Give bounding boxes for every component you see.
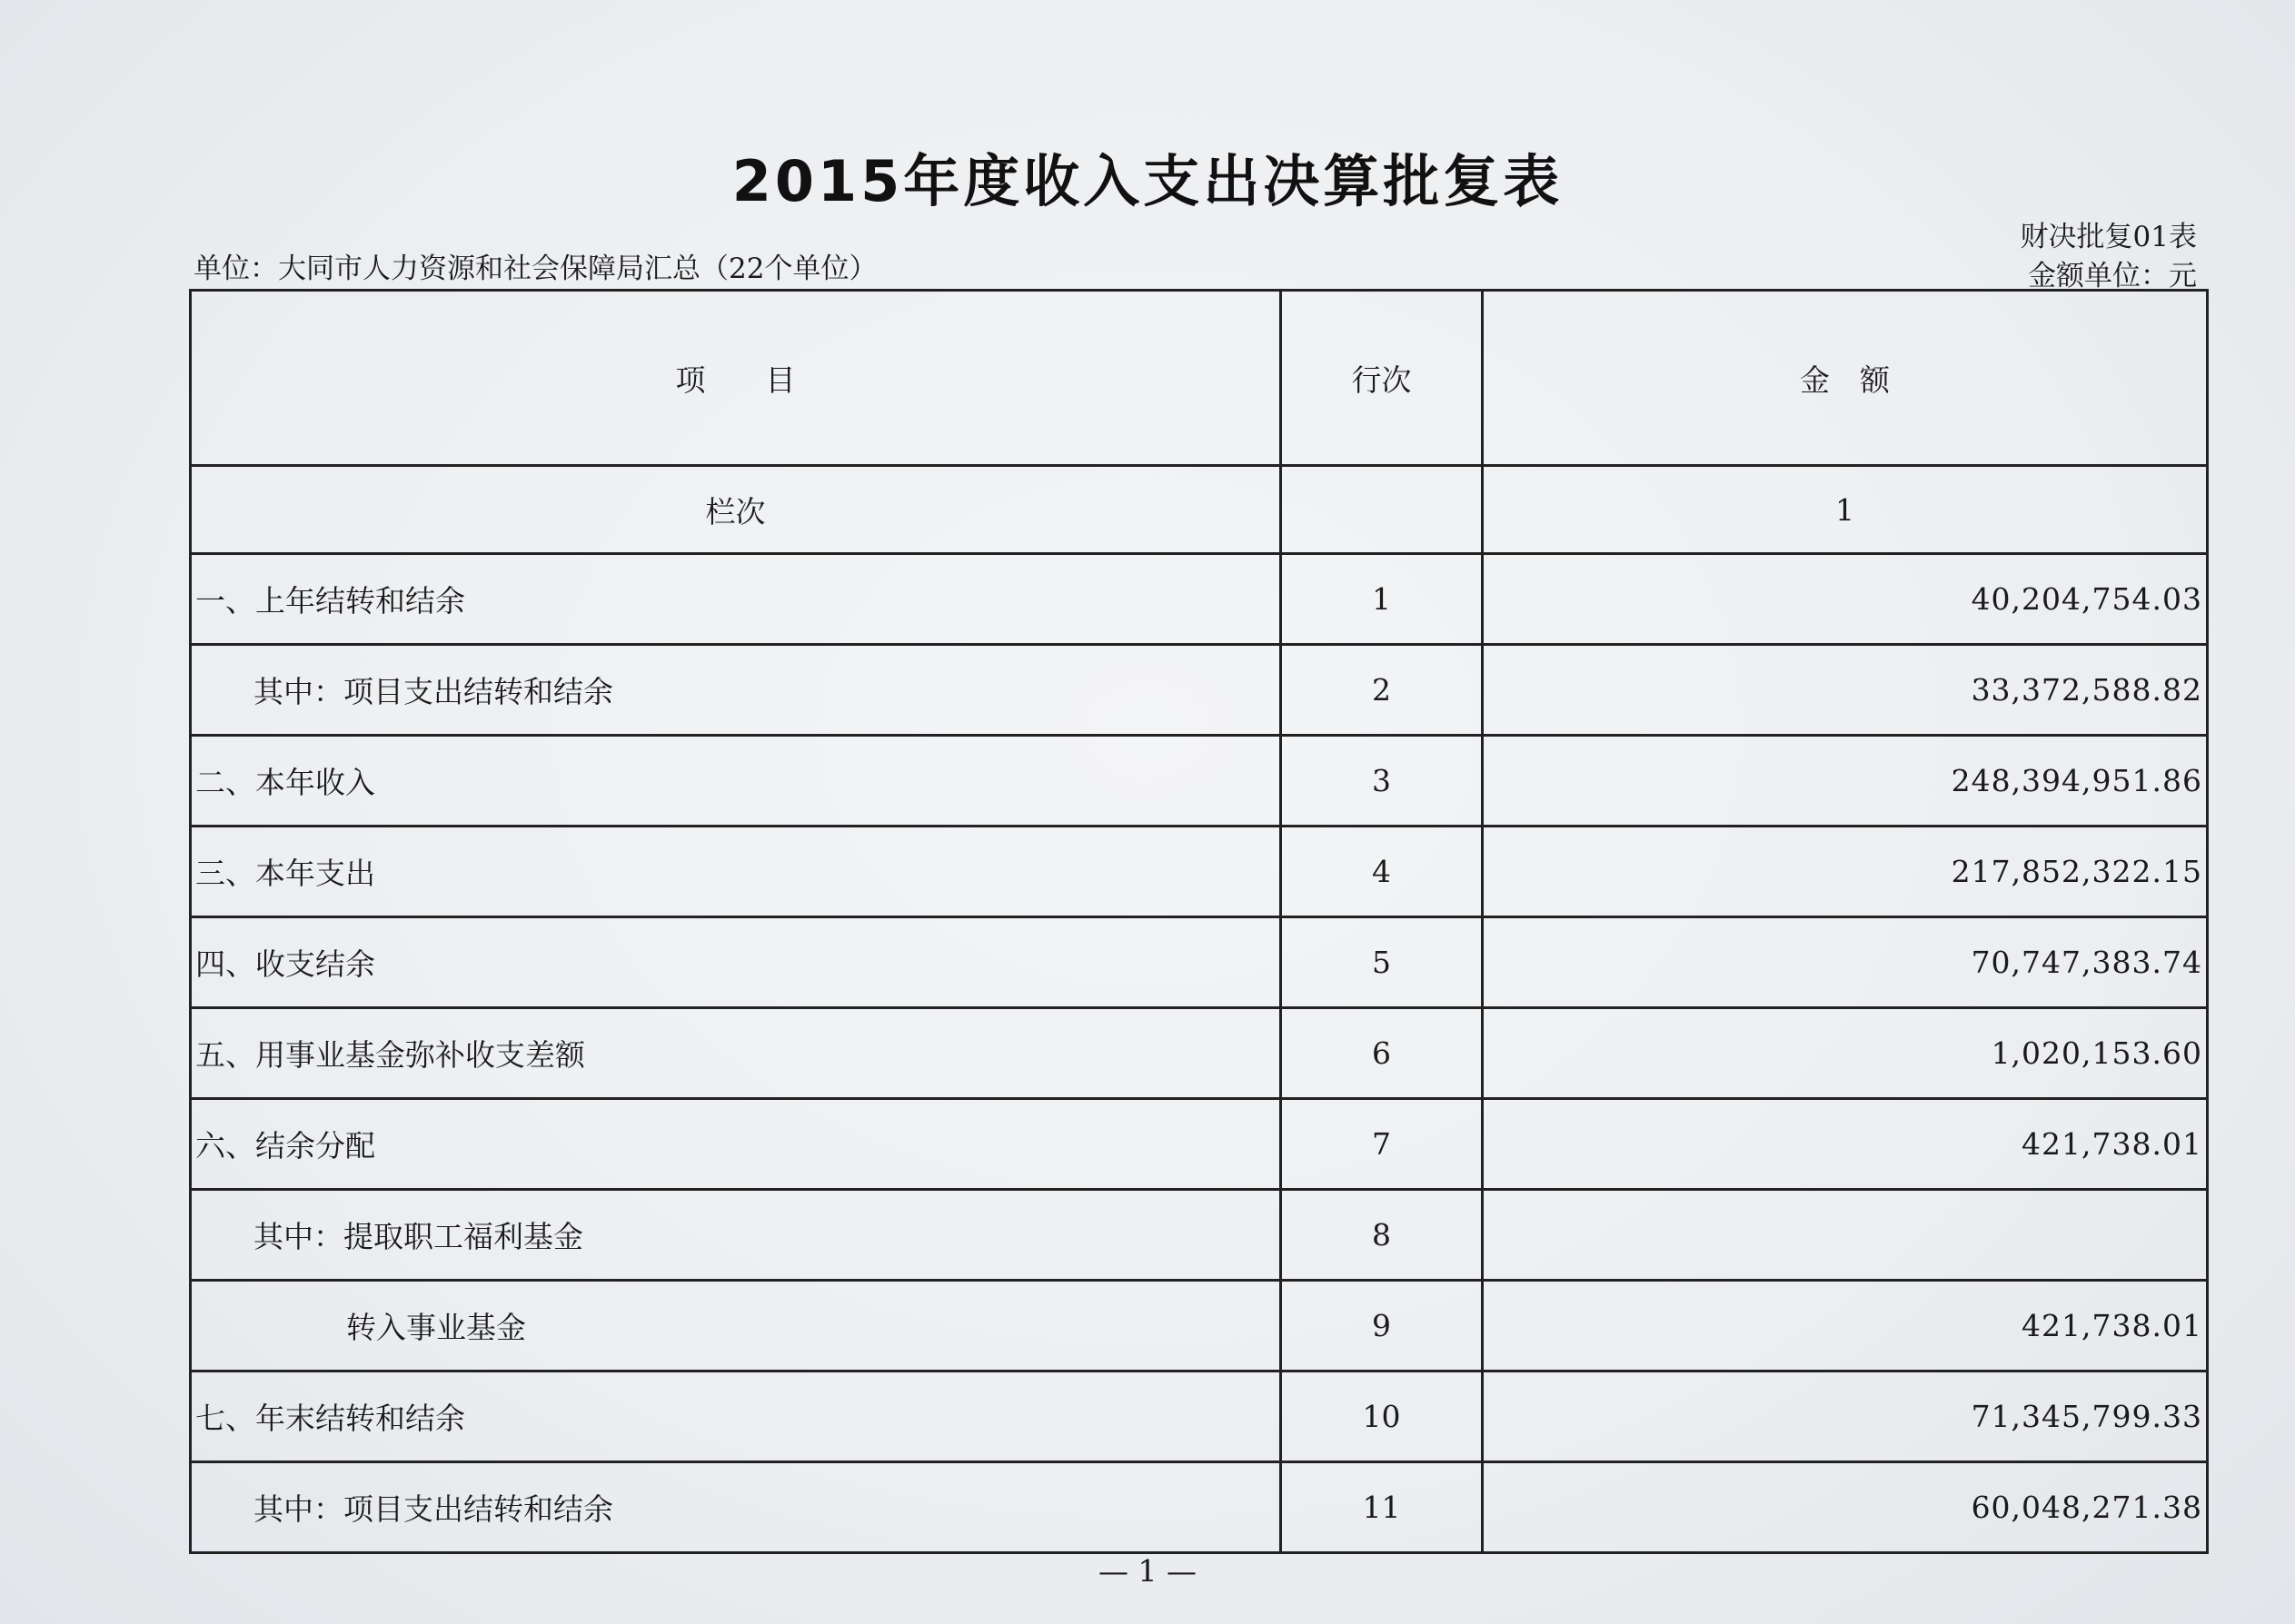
row-amount [1483, 1190, 2208, 1281]
row-item: 三、本年支出 [191, 827, 1281, 917]
row-number: 10 [1281, 1371, 1483, 1462]
row-number: 1 [1281, 554, 1483, 645]
form-code: 财决批复01表 [2020, 221, 2197, 253]
row-item: 其中：提取职工福利基金 [191, 1190, 1281, 1281]
col-index-empty [1281, 466, 1483, 554]
row-amount: 40,204,754.03 [1483, 554, 2208, 645]
header-row-no: 行次 [1281, 291, 1483, 466]
col-index-label: 栏次 [191, 466, 1281, 554]
row-number: 9 [1281, 1281, 1483, 1371]
row-item: 四、收支结余 [191, 917, 1281, 1008]
row-number: 3 [1281, 736, 1483, 827]
table-row [191, 1008, 2208, 1099]
row-number: 6 [1281, 1008, 1483, 1099]
row-item: 一、上年结转和结余 [191, 554, 1281, 645]
row-amount: 70,747,383.74 [1483, 917, 2208, 1008]
row-amount: 421,738.01 [1483, 1281, 2208, 1371]
page-title: 2015年度收入支出决算批复表 [731, 148, 1564, 214]
row-number: 4 [1281, 827, 1483, 917]
row-item: 其中：项目支出结转和结余 [191, 1462, 1281, 1553]
row-number: 5 [1281, 917, 1483, 1008]
header-amount: 金 额 [1483, 291, 2208, 466]
row-item: 二、本年收入 [191, 736, 1281, 827]
table-row [191, 1099, 2208, 1190]
row-number: 2 [1281, 645, 1483, 736]
table-row [191, 1462, 2208, 1553]
row-item: 其中：项目支出结转和结余 [191, 645, 1281, 736]
table-row [191, 1281, 2208, 1371]
row-number: 8 [1281, 1190, 1483, 1281]
table-row [191, 1371, 2208, 1462]
row-amount: 33,372,588.82 [1483, 645, 2208, 736]
table-row [191, 736, 2208, 827]
col-index-amount: 1 [1483, 466, 2208, 554]
row-number: 11 [1281, 1462, 1483, 1553]
row-item: 五、用事业基金弥补收支差额 [191, 1008, 1281, 1099]
page-number: — 1 — [1098, 1553, 1197, 1589]
row-number: 7 [1281, 1099, 1483, 1190]
unit-line: 单位：大同市人力资源和社会保障局汇总（22个单位） [194, 253, 878, 285]
amount-unit: 金额单位：元 [2028, 260, 2197, 292]
row-item: 转入事业基金 [191, 1281, 1281, 1371]
row-amount: 248,394,951.86 [1483, 736, 2208, 827]
table-row [191, 1190, 2208, 1281]
row-item: 七、年末结转和结余 [191, 1371, 1281, 1462]
table-row [191, 645, 2208, 736]
settlement-table [189, 289, 2209, 1554]
table-row [191, 554, 2208, 645]
table-row [191, 827, 2208, 917]
row-amount: 60,048,271.38 [1483, 1462, 2208, 1553]
row-amount: 71,345,799.33 [1483, 1371, 2208, 1462]
row-item: 六、结余分配 [191, 1099, 1281, 1190]
row-amount: 421,738.01 [1483, 1099, 2208, 1190]
header-item: 项 目 [191, 291, 1281, 466]
row-amount: 1,020,153.60 [1483, 1008, 2208, 1099]
form-code-block [2021, 218, 2197, 296]
row-amount: 217,852,322.15 [1483, 827, 2208, 917]
table-row [191, 917, 2208, 1008]
